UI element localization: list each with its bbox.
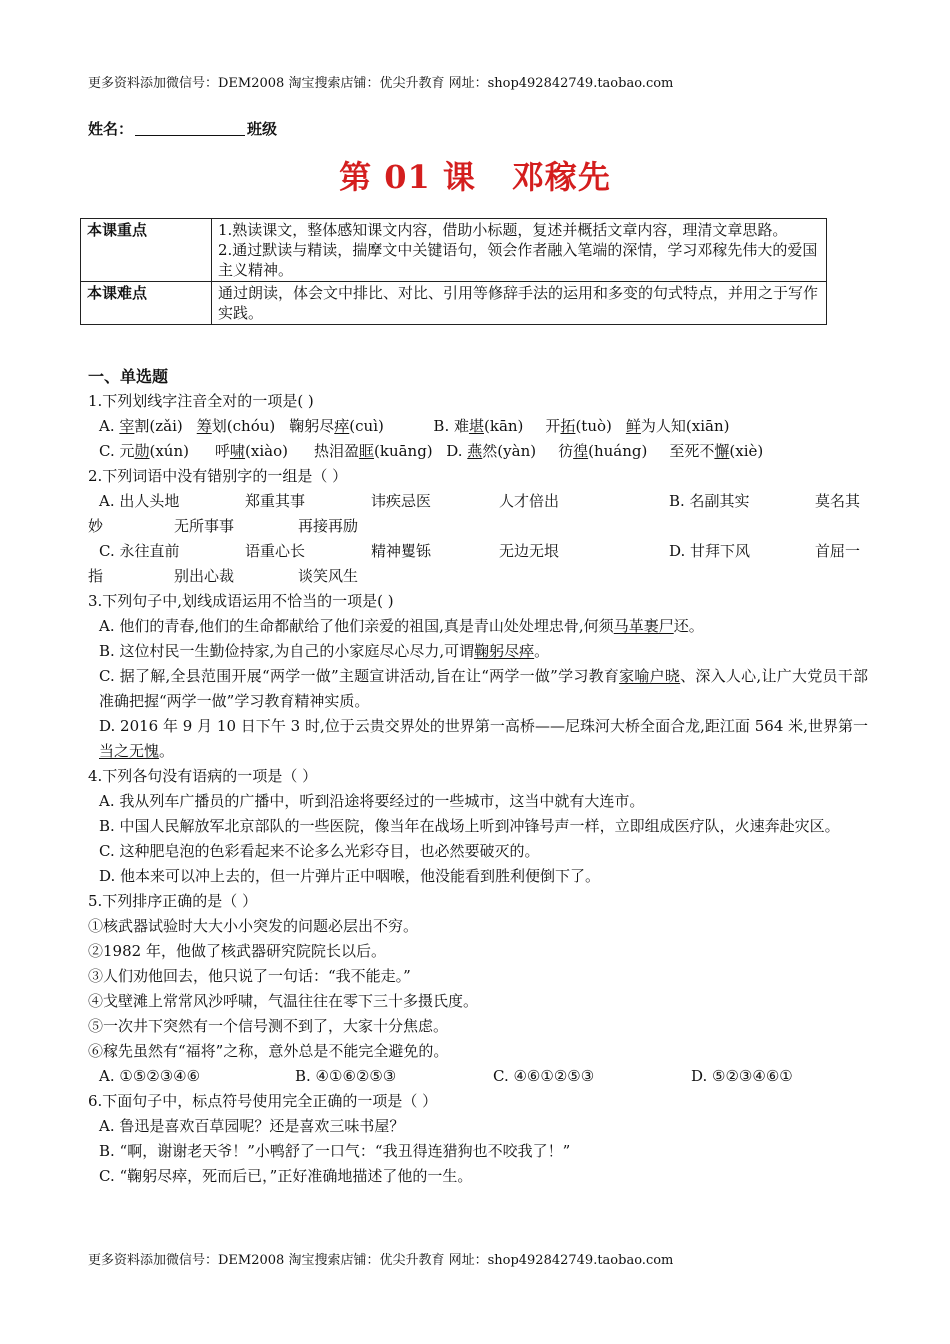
q5-stem: 5.下列排序正确的是（ ） — [88, 892, 258, 910]
q1-a-underlined-2: 筹 — [196, 417, 212, 435]
lesson-number: 第 01 课 — [339, 158, 476, 196]
q3-a-end: 还。 — [673, 617, 704, 635]
q1-c-text-6: (kuāng) — [374, 442, 433, 460]
q2-a-4: 人才倍出 — [499, 492, 560, 510]
q1-d-letter: D. — [446, 442, 463, 460]
question-content — [88, 364, 868, 1189]
class-label: 班级 — [247, 120, 278, 138]
q3-option-a — [88, 614, 868, 639]
q6-stem: 6.下面句子中，标点符号使用完全正确的一项是（ ） — [88, 1092, 438, 1110]
q1-a-text-2: 划(chóu) — [211, 417, 276, 435]
q4-option-b: B. 中国人民解放军北京部队的一些医院，像当年在战场上听到冲锋号声一样，立即组成医疗队，火速奔赴灾区。 — [99, 817, 840, 835]
q3-b-end: 。 — [534, 642, 550, 660]
q5-option-b: B. ④①⑥②⑤③ — [295, 1067, 397, 1085]
q2-b-3: 妙 — [88, 517, 104, 535]
q1-b-underlined-1: 堪 — [468, 417, 484, 435]
q3-d-text: D. 2016 年 9 月 10 日下午 3 时,位于云贵交界处的世界第一高桥——尼珠河大桥全面合龙,距江面 564 米,世界第一 — [99, 717, 868, 735]
q1-stem: 1.下列划线字注音全对的一项是( ) — [88, 392, 314, 410]
q1-a-text-1: 割(zǎi) — [134, 417, 183, 435]
name-blank — [135, 121, 245, 136]
q1-c-text-3: 呼 — [215, 442, 231, 460]
q3-option-c — [88, 664, 868, 714]
q2-a-3: 讳疾忌医 — [371, 492, 432, 510]
q1-b-underlined-3: 鲜 — [625, 417, 641, 435]
q3-d-end: 。 — [159, 742, 175, 760]
q2-options-cd — [88, 539, 868, 564]
q1-b-text-5: 为人知(xiān) — [640, 417, 730, 435]
q3-d-idiom: 当之无愧 — [99, 742, 160, 760]
section-title: 一、单选题 — [88, 367, 169, 386]
q1-b-text-3: 开 — [545, 417, 561, 435]
goals-key-content — [212, 219, 827, 282]
q1-a-letter: A. — [99, 417, 115, 435]
q2-c-2: 语重心长 — [245, 542, 306, 560]
lesson-name: 邓稼先 — [511, 158, 611, 196]
q1-c-underlined-2: 啸 — [230, 442, 246, 460]
q3-b-idiom: 鞠躬尽瘁 — [474, 642, 535, 660]
q1-d-text-3: (huáng) — [588, 442, 648, 460]
q1-options-cd — [88, 439, 868, 464]
q2-options-ab — [88, 489, 868, 514]
q1-d-text-1: 然(yàn) — [482, 442, 537, 460]
q1-b-underlined-2: 拓 — [560, 417, 576, 435]
q1-a-text-3: 鞠躬尽 — [289, 417, 335, 435]
q5-item-3: ③人们劝他回去，他只说了一句话：“我不能走。” — [88, 967, 411, 985]
q4-stem: 4.下列各句没有语病的一项是（ ） — [88, 767, 318, 785]
q5-option-d: D. ⑤②③④⑥① — [691, 1067, 793, 1085]
q4-option-a: A. 我从列车广播员的广播中，听到沿途将要经过的一些城市，这当中就有大连市。 — [99, 792, 645, 810]
q5-item-4: ④戈壁滩上常常风沙呼啸，气温往往在零下三十多摄氏度。 — [88, 992, 479, 1010]
q6-option-a: A. 鲁迅是喜欢百草园呢？还是喜欢三味书屋？ — [99, 1117, 405, 1135]
goals-difficulty-line-1: 通过朗读，体会文中排比、对比、引用等修辞手法的运用和多变的句式特点，并用之于写作实践。 — [218, 284, 819, 322]
goals-difficulty-content — [212, 282, 827, 325]
goals-difficulty-label: 本课难点 — [81, 282, 212, 325]
q1-a-underlined-1: 宰 — [119, 417, 135, 435]
q3-option-b — [88, 639, 868, 664]
page-header: 更多资料添加微信号：DEM2008 淘宝搜索店铺：优尖升教育 网址：shop492842749.taobao.com — [88, 76, 674, 91]
q2-d-1: D. 甘拜下风 — [669, 542, 751, 560]
q1-d-underlined-2: 徨 — [573, 442, 589, 460]
q6-option-b: B. “啊，谢谢老天爷！”小鸭舒了一口气：“我丑得连猎狗也不咬我了！” — [99, 1142, 571, 1160]
q5-item-5: ⑤一次井下突然有一个信号测不到了，大家十分焦虑。 — [88, 1017, 449, 1035]
name-label: 姓名： — [88, 120, 134, 138]
q2-stem: 2.下列词语中没有错别字的一组是（ ） — [88, 467, 348, 485]
q3-b-text: B. 这位村民一生勤俭持家,为自己的小家庭尽心尽力,可谓 — [99, 642, 475, 660]
q5-option-c: C. ④⑥①②⑤③ — [493, 1067, 595, 1085]
name-class-line — [88, 118, 277, 139]
q4-option-c: C. 这种肥皂泡的色彩看起来不论多么光彩夺目，也必然要破灭的。 — [99, 842, 540, 860]
q5-option-a: A. ①⑤②③④⑥ — [99, 1067, 201, 1085]
q1-c-underlined-1: 勋 — [134, 442, 150, 460]
q1-c-text-2: (xún) — [149, 442, 189, 460]
q2-c-1: C. 永往直前 — [99, 542, 180, 560]
q1-a-text-4: (cuì) — [349, 417, 384, 435]
q3-c-idiom: 家喻户晓 — [619, 667, 681, 685]
q2-d-3: 指 — [88, 567, 104, 585]
q2-options-d-cont — [88, 564, 868, 589]
q1-c-text-5: 热泪盈 — [313, 442, 359, 460]
q3-a-text: A. 他们的青春,他们的生命都献给了他们亲爱的祖国,真是青山处处埋忠骨,何须 — [99, 617, 614, 635]
page-footer: 更多资料添加微信号：DEM2008 淘宝搜索店铺：优尖升教育 网址：shop492842749.taobao.com — [88, 1253, 674, 1268]
q5-item-1: ①核武器试验时大大小小突发的问题必层出不穷。 — [88, 917, 419, 935]
goals-key-label: 本课重点 — [81, 219, 212, 282]
goals-row-difficulty — [81, 282, 827, 325]
q4-option-d: D. 他本来可以冲上去的，但一片弹片正中咽喉，他没能看到胜利便倒下了。 — [99, 867, 601, 885]
q3-option-d — [88, 714, 868, 764]
q2-d-5: 谈笑风生 — [298, 567, 359, 585]
q5-options — [88, 1064, 868, 1089]
q2-b-2: 莫名其 — [815, 492, 861, 510]
q1-a-underlined-3: 瘁 — [334, 417, 350, 435]
q2-c-3: 精神矍铄 — [371, 542, 432, 560]
q1-d-underlined-1: 燕 — [467, 442, 483, 460]
q2-c-4: 无边无垠 — [499, 542, 560, 560]
q2-b-5: 再接再励 — [298, 517, 359, 535]
page-title — [0, 152, 950, 198]
q2-a-1: A. 出人头地 — [99, 492, 180, 510]
q2-b-1: B. 名副其实 — [669, 492, 750, 510]
q3-a-idiom: 马革裹尸 — [613, 617, 674, 635]
q1-options-ab — [88, 414, 868, 439]
goals-key-line-2: 2.通过默读与精读，揣摩文中关键语句，领会作者融入笔端的深情，学习邓稼先伟大的爱国主义精神。 — [218, 241, 818, 279]
goals-key-line-1: 1.熟读课文，整体感知课文内容，借助小标题，复述并概括文章内容，理清文章思路。 — [218, 221, 788, 239]
q5-item-6: ⑥稼先虽然有“福将”之称，意外总是不能完全避免的。 — [88, 1042, 449, 1060]
q1-b-text-1: B. 难 — [433, 417, 469, 435]
q2-d-2: 首屈一 — [815, 542, 861, 560]
q3-stem: 3.下列句子中,划线成语运用不恰当的一项是( ) — [88, 592, 394, 610]
q3-c-text: C. 据了解,全县范围开展“两学一做”主题宣讲活动,旨在让“两学一做”学习教育 — [99, 667, 620, 685]
q1-d-text-5: (xiè) — [729, 442, 764, 460]
q1-b-text-4: (tuò) — [575, 417, 612, 435]
q2-b-4: 无所事事 — [174, 517, 235, 535]
q1-d-text-2: 彷 — [558, 442, 574, 460]
q1-b-text-2: (kān) — [484, 417, 524, 435]
q2-options-b-cont — [88, 514, 868, 539]
q2-d-4: 别出心裁 — [174, 567, 235, 585]
q6-option-c: C. “鞠躬尽瘁，死而后已，”正好准确地描述了他的一生。 — [99, 1167, 473, 1185]
q1-c-text-4: (xiào) — [245, 442, 288, 460]
q1-c-text-1: C. 元 — [99, 442, 135, 460]
goals-row-key — [81, 219, 827, 282]
q5-item-2: ②1982 年，他做了核武器研究院院长以后。 — [88, 942, 386, 960]
q1-c-underlined-3: 眶 — [358, 442, 374, 460]
q2-a-2: 郑重其事 — [245, 492, 306, 510]
q1-d-text-4: 至死不 — [669, 442, 715, 460]
q1-d-underlined-3: 懈 — [714, 442, 730, 460]
goals-table — [80, 218, 827, 325]
q3-c-end: 、深入人心,让广大党员干部准确把握“两学一做”学习教育精神实质。 — [99, 667, 868, 710]
